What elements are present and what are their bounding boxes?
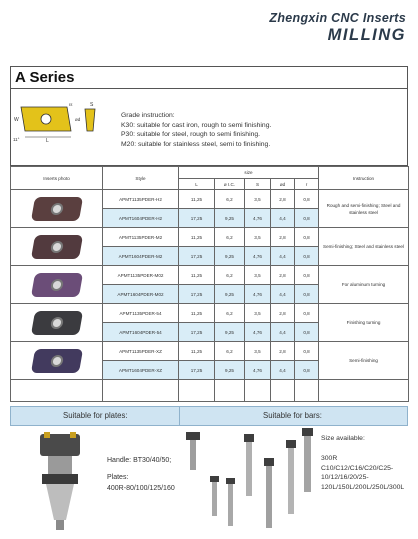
size-cell: 2,8 [271,342,295,361]
size-cell: 6,2 [215,266,245,285]
size-cell: 3,5 [245,190,271,209]
style-cell: APMT1604PDER-54 [103,323,179,342]
category-title: MILLING [327,26,406,44]
grade-line-p30: P30: suitable for steel, rough to semi finishing. [121,131,261,139]
empty-cell [295,380,319,402]
size-cell: 4,76 [245,323,271,342]
insert-image [30,273,82,297]
handle-spec: Handle: BT30/40/50; [107,457,172,464]
insert-hole [41,114,51,124]
header-col-s: S [245,179,271,190]
size-cell: 4,4 [271,209,295,228]
insert-hole [49,241,63,253]
diagram-label-r: rε [69,102,73,107]
size-cell: 9,25 [215,285,245,304]
size-cell: 0,8 [295,247,319,266]
grade-line-k30: K30: suitable for cast iron, rough to semi finishing. [121,121,272,129]
diagram-label-l: L [46,138,49,143]
instruction-cell: Semi-finishing [319,342,409,380]
style-cell: APMT1135PDER-54 [103,304,179,323]
size-cell: 17,25 [179,285,215,304]
suitable-band [10,406,408,426]
size-cell: 11,25 [179,266,215,285]
size-cell: 6,2 [215,228,245,247]
style-cell: APMT1604PDER-H2 [103,209,179,228]
instruction-cell: Semi-finishing; Steel and stainless steel [319,228,409,266]
series-title: A Series [10,66,408,88]
grade-line-m20: M20: suitable for stainless steel, semi to finishing. [121,140,271,148]
size-cell: 9,25 [215,361,245,380]
size-cell: 0,8 [295,304,319,323]
header-col-ic: ø I.C. [215,179,245,190]
style-cell: APMT1135PDER-H2 [103,190,179,209]
insert-image [30,349,82,373]
size-cell: 4,4 [271,323,295,342]
grade-info-box [10,88,408,166]
instruction-cell: Finishing turning [319,304,409,342]
empty-cell [179,380,215,402]
insert-hole [49,279,63,291]
bars-line-2: C10/C12/C16/C20/C25- [321,464,394,472]
size-cell: 9,25 [215,209,245,228]
page-header [0,0,418,58]
insert-photo [11,266,103,304]
suitable-plates-label: Suitable for plates: [63,411,128,420]
header-col-r: r [295,179,319,190]
table-row [11,342,409,361]
size-cell: 9,25 [215,247,245,266]
size-cell: 6,2 [215,190,245,209]
size-cell: 0,8 [295,266,319,285]
table-row [11,304,409,323]
size-cell: 0,8 [295,209,319,228]
insert-image [30,197,82,221]
end-mill-bars-image [184,428,316,532]
size-cell: 4,76 [245,285,271,304]
insert-photo [11,228,103,266]
insert-photo [11,342,103,380]
insert-hole [49,317,63,329]
size-cell: 3,5 [245,266,271,285]
size-cell: 0,8 [295,342,319,361]
insert-hole [49,355,63,367]
size-cell: 2,8 [271,304,295,323]
size-cell: 0,8 [295,228,319,247]
insert-image [30,311,82,335]
table-row [11,228,409,247]
size-cell: 0,8 [295,285,319,304]
header-instruction: Instruction [319,167,409,190]
size-cell: 17,25 [179,247,215,266]
grade-heading: Grade instruction: [121,112,175,119]
size-cell: 3,5 [245,304,271,323]
size-cell: 4,76 [245,361,271,380]
size-cell: 2,8 [271,190,295,209]
divider [179,407,180,425]
empty-cell [319,380,409,402]
style-cell: APMT1135PDER-M02 [103,266,179,285]
size-cell: 11,25 [179,228,215,247]
header-size: size [179,167,319,179]
size-cell: 17,25 [179,209,215,228]
insert-image [30,235,82,259]
size-cell: 11,25 [179,304,215,323]
plates-label: Plates: [107,473,129,481]
header-col-l: L [179,179,215,190]
size-cell: 2,8 [271,228,295,247]
bars-line-4: 120L/150L/200L/250L/300L [321,484,405,492]
empty-cell [245,380,271,402]
style-cell: APMT1604PDER-XZ [103,361,179,380]
bars-line-3: 10/12/16/20/25- [321,474,369,482]
size-cell: 6,2 [215,304,245,323]
insert-photo [11,304,103,342]
plates-info [107,456,175,494]
table-row [11,266,409,285]
empty-cell [103,380,179,402]
diagram-label-angle: 11° [13,137,20,142]
plates-sizes: 400R-80/100/125/160 [107,484,175,492]
size-cell: 0,8 [295,361,319,380]
insert-side-view [85,109,95,131]
style-cell: APMT1604PDER-M02 [103,285,179,304]
size-cell: 17,25 [179,323,215,342]
size-cell: 9,25 [215,323,245,342]
size-cell: 4,76 [245,247,271,266]
diagram-label-w: W [14,117,19,123]
size-cell: 11,25 [179,342,215,361]
tooling-section [10,426,408,533]
size-cell: 17,25 [179,361,215,380]
instruction-cell: Rough and semi-finishing; Steel and stainless steel [319,190,409,228]
bars-heading: Size available: [321,435,365,442]
diagram-label-s: S [90,102,94,108]
header-photo: Inserts photo [11,167,103,190]
insert-hole [49,203,63,215]
grade-instruction [121,111,271,149]
size-cell: 4,4 [271,361,295,380]
size-cell: 0,8 [295,190,319,209]
style-cell: APMT1604PDER-M2 [103,247,179,266]
table-body [11,190,409,380]
face-mill-holder-image [20,428,100,532]
diagram-label-d: ød [75,117,81,122]
table-row [11,190,409,209]
insert-photo [11,190,103,228]
style-cell: APMT1135PDER-XZ [103,342,179,361]
size-cell: 3,5 [245,228,271,247]
instruction-cell: For aluminum turning [319,266,409,304]
size-cell: 0,8 [295,323,319,342]
size-cell: 2,8 [271,266,295,285]
empty-cell [271,380,295,402]
empty-cell [215,380,245,402]
empty-cell [11,380,103,402]
size-cell: 11,25 [179,190,215,209]
brand-name: Zhengxin CNC Inserts [269,11,406,25]
size-cell: 3,5 [245,342,271,361]
insert-diagram [13,101,109,143]
suitable-bars-label: Suitable for bars: [263,411,322,420]
bars-line-1: 300R [321,454,338,462]
inserts-table [10,166,409,402]
bars-info [321,434,404,493]
size-cell: 6,2 [215,342,245,361]
size-cell: 4,4 [271,285,295,304]
header-style: Style [103,167,179,190]
style-cell: APMT1135PDER-M2 [103,228,179,247]
header-col-d: ød [271,179,295,190]
size-cell: 4,4 [271,247,295,266]
size-cell: 4,76 [245,209,271,228]
